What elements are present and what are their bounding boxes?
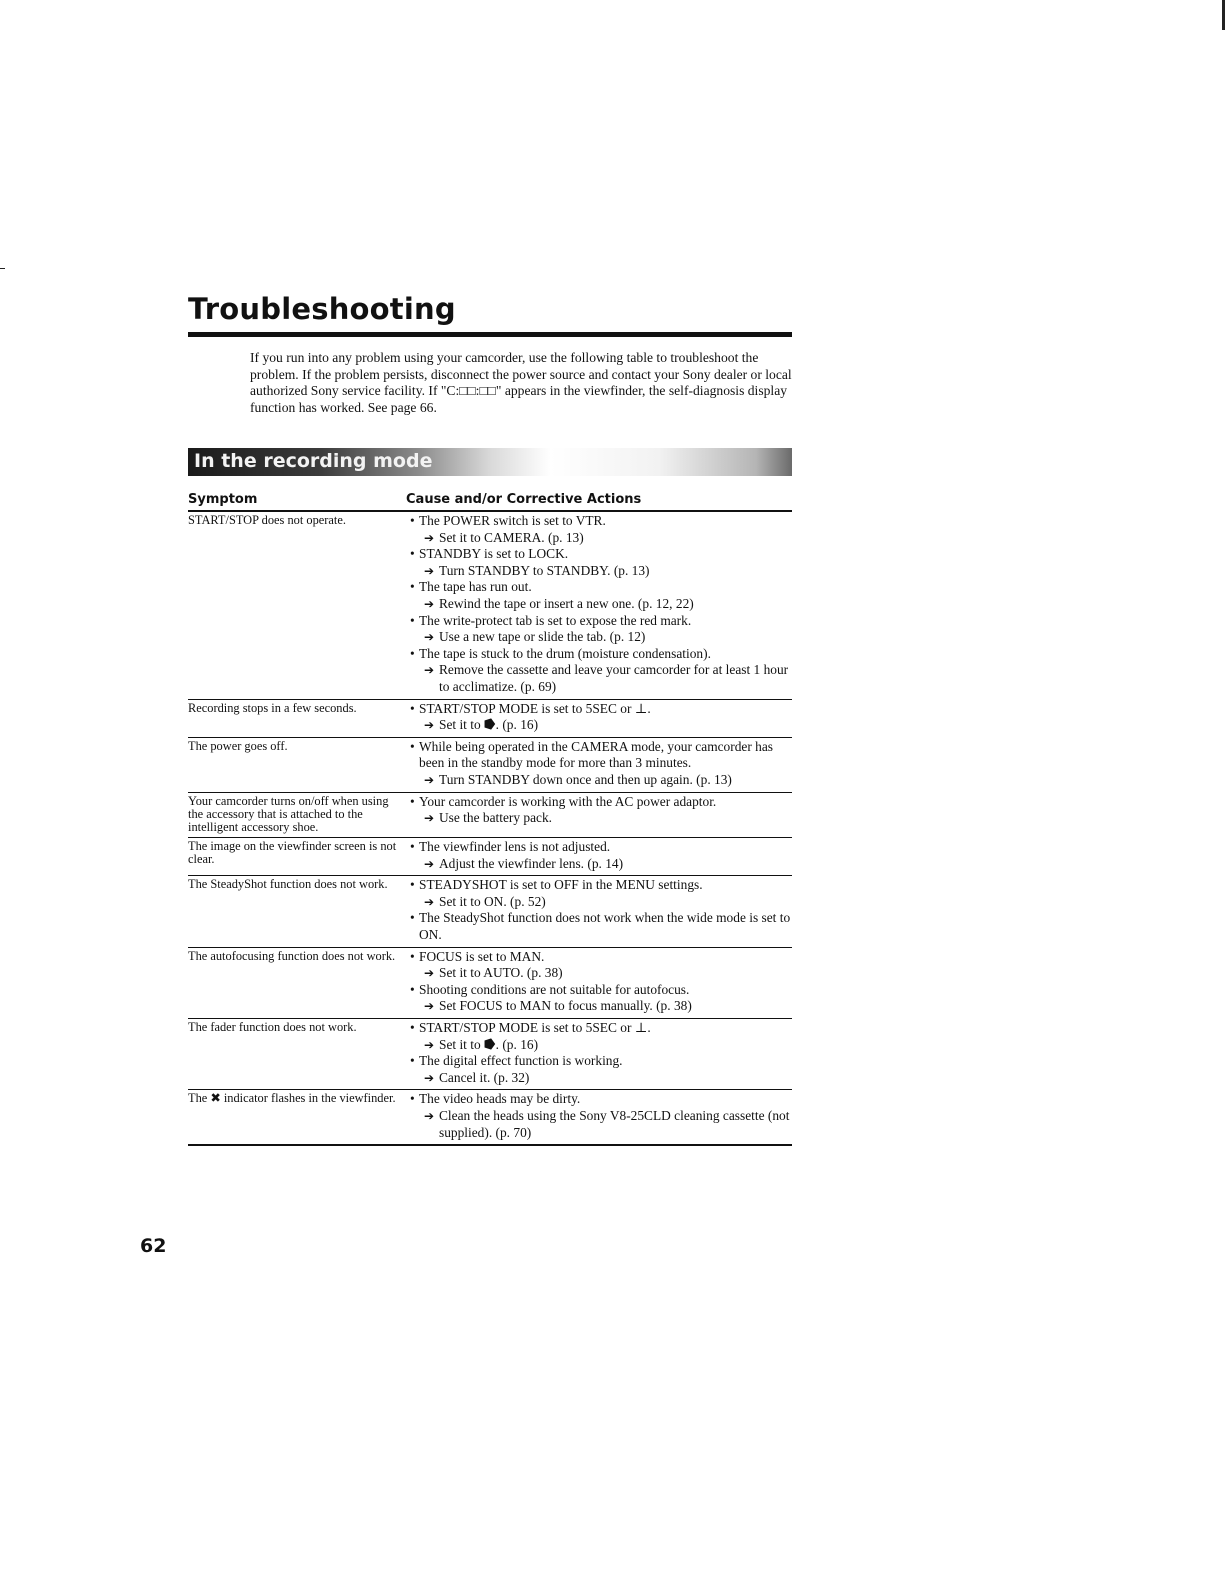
cause-cell: [406, 1020, 792, 1086]
section-heading-bar: [188, 448, 792, 476]
corrective-action: [406, 856, 792, 873]
arrow-right-icon: ➔: [424, 663, 435, 678]
corrective-action: [406, 530, 792, 547]
table-row: [188, 793, 792, 839]
page-title: Troubleshooting: [188, 292, 456, 326]
cause-cell: [406, 794, 792, 835]
cause-item: • The video heads may be dirty.: [406, 1091, 792, 1108]
cause-cell: [406, 877, 792, 943]
symptom-cell: The autofocusing function does not work.: [188, 948, 396, 963]
arrow-right-icon: ➔: [424, 630, 435, 645]
arrow-right-icon: ➔: [424, 772, 435, 787]
table-row: [188, 838, 792, 876]
column-header-symptom: Symptom: [188, 492, 258, 507]
corrective-action: [406, 563, 792, 580]
corrective-action-text: Set FOCUS to MAN to focus manually. (p. 38): [439, 998, 692, 1014]
column-header-cause: Cause and/or Corrective Actions: [406, 492, 642, 507]
cause-item: • Your camcorder is working with the AC power adaptor.: [406, 794, 792, 811]
corrective-action: [406, 596, 792, 613]
cause-item: • The tape has run out.: [406, 579, 792, 596]
section-heading: In the recording mode: [194, 450, 433, 472]
corrective-action: [406, 1070, 792, 1087]
symptom-cell: The SteadyShot function does not work.: [188, 877, 388, 892]
symptom-cell: Recording stops in a few seconds.: [188, 700, 357, 715]
symptom-cell: START/STOP does not operate.: [188, 513, 346, 527]
cause-item: • STEADYSHOT is set to OFF in the MENU settings.: [406, 877, 792, 894]
cause-item: • The digital effect function is working.: [406, 1053, 792, 1070]
cause-item: • STANDBY is set to LOCK.: [406, 546, 792, 563]
table-row: [188, 700, 792, 738]
cause-item: • The viewfinder lens is not adjusted.: [406, 839, 792, 856]
corrective-action-text: Clean the heads using the Sony V8-25CLD cleaning cassette (not supplied). (p. 70): [439, 1108, 790, 1140]
table-row: [188, 738, 792, 793]
title-rule: [188, 332, 792, 337]
corrective-action: [406, 965, 792, 982]
cause-cell: [406, 1091, 792, 1141]
symptom-cell: The fader function does not work.: [188, 1020, 357, 1035]
table-body: [188, 512, 792, 1146]
corrective-action-text: Rewind the tape or insert a new one. (p. 12, 22): [439, 595, 694, 611]
cause-cell: [406, 513, 792, 696]
arrow-right-icon: ➔: [424, 1109, 435, 1124]
scan-edge-mark-left: [0, 268, 5, 269]
corrective-action: [406, 1108, 792, 1141]
cause-item: • The write-protect tab is set to expose the red mark.: [406, 613, 792, 630]
arrow-right-icon: ➔: [424, 1070, 435, 1085]
table-row: [188, 512, 792, 700]
arrow-right-icon: ➔: [424, 999, 435, 1014]
arrow-right-icon: ➔: [424, 718, 435, 733]
arrow-right-icon: ➔: [424, 856, 435, 871]
symptom-cell: The power goes off.: [188, 738, 288, 753]
corrective-action-text: Set it to ⭓. (p. 16): [439, 1036, 539, 1052]
cause-cell: [406, 949, 792, 1015]
corrective-action: [406, 662, 792, 695]
corrective-action: [406, 1037, 792, 1054]
cause-item: • START/STOP MODE is set to 5SEC or ⊥.: [406, 1020, 792, 1037]
corrective-action-text: Set it to AUTO. (p. 38): [439, 965, 563, 981]
corrective-action: [406, 894, 792, 911]
table-row: [188, 948, 792, 1019]
symptom-cell: The ✖ indicator flashes in the viewfinder.: [188, 1091, 396, 1106]
symptom-cell: The image on the viewfinder screen is not clear.: [188, 839, 397, 867]
corrective-action-text: Use the battery pack.: [439, 810, 553, 826]
corrective-action-text: Remove the cassette and leave your camcorder for at least 1 hour to acclimatize. (p. 69): [439, 662, 789, 694]
cause-cell: [406, 701, 792, 734]
cause-cell: [406, 739, 792, 789]
intro-paragraph: If you run into any problem using your camcorder, use the following table to troubleshoot the problem. If the problem persists, disconnect the power source and contact your Sony dealer or local authorized Sony service facility. If "C:□□:□□" appears in the viewfinder, the self-diagnosis display function has worked. See page 66.: [250, 350, 792, 416]
arrow-right-icon: ➔: [424, 530, 435, 545]
cause-item: • START/STOP MODE is set to 5SEC or ⊥.: [406, 701, 792, 718]
corrective-action: [406, 717, 792, 734]
corrective-action-text: Turn STANDBY down once and then up again. (p. 13): [439, 771, 732, 787]
cause-cell: [406, 839, 792, 872]
symptom-cell: Your camcorder turns on/off when using the accessory that is attached to the intelligent accessory shoe.: [188, 793, 389, 834]
table-header: [188, 492, 792, 512]
corrective-action-text: Set it to CAMERA. (p. 13): [439, 529, 584, 545]
corrective-action-text: Use a new tape or slide the tab. (p. 12): [439, 629, 646, 645]
corrective-action-text: Adjust the viewfinder lens. (p. 14): [439, 855, 624, 871]
page-number: 62: [140, 1235, 167, 1257]
table-row: [188, 1090, 792, 1146]
cause-item: • FOCUS is set to MAN.: [406, 949, 792, 966]
corrective-action: [406, 629, 792, 646]
cause-item: • The SteadyShot function does not work when the wide mode is set to ON.: [406, 910, 792, 943]
table-row: [188, 1019, 792, 1090]
cause-item: • The tape is stuck to the drum (moisture condensation).: [406, 646, 792, 663]
arrow-right-icon: ➔: [424, 811, 435, 826]
corrective-action: [406, 810, 792, 827]
corrective-action-text: Turn STANDBY to STANDBY. (p. 13): [439, 562, 650, 578]
arrow-right-icon: ➔: [424, 563, 435, 578]
table-row: [188, 876, 792, 947]
arrow-right-icon: ➔: [424, 966, 435, 981]
corrective-action-text: Set it to ⭓. (p. 16): [439, 717, 539, 733]
cause-item: • Shooting conditions are not suitable for autofocus.: [406, 982, 792, 999]
cause-item: • While being operated in the CAMERA mode, your camcorder has been in the standby mode for more than 3 minutes.: [406, 739, 792, 772]
corrective-action-text: Cancel it. (p. 32): [439, 1069, 530, 1085]
arrow-right-icon: ➔: [424, 894, 435, 909]
corrective-action: [406, 772, 792, 789]
arrow-right-icon: ➔: [424, 1037, 435, 1052]
arrow-right-icon: ➔: [424, 596, 435, 611]
troubleshooting-table: [188, 492, 792, 1146]
corrective-action: [406, 998, 792, 1015]
cause-item: • The POWER switch is set to VTR.: [406, 513, 792, 530]
corrective-action-text: Set it to ON. (p. 52): [439, 893, 546, 909]
